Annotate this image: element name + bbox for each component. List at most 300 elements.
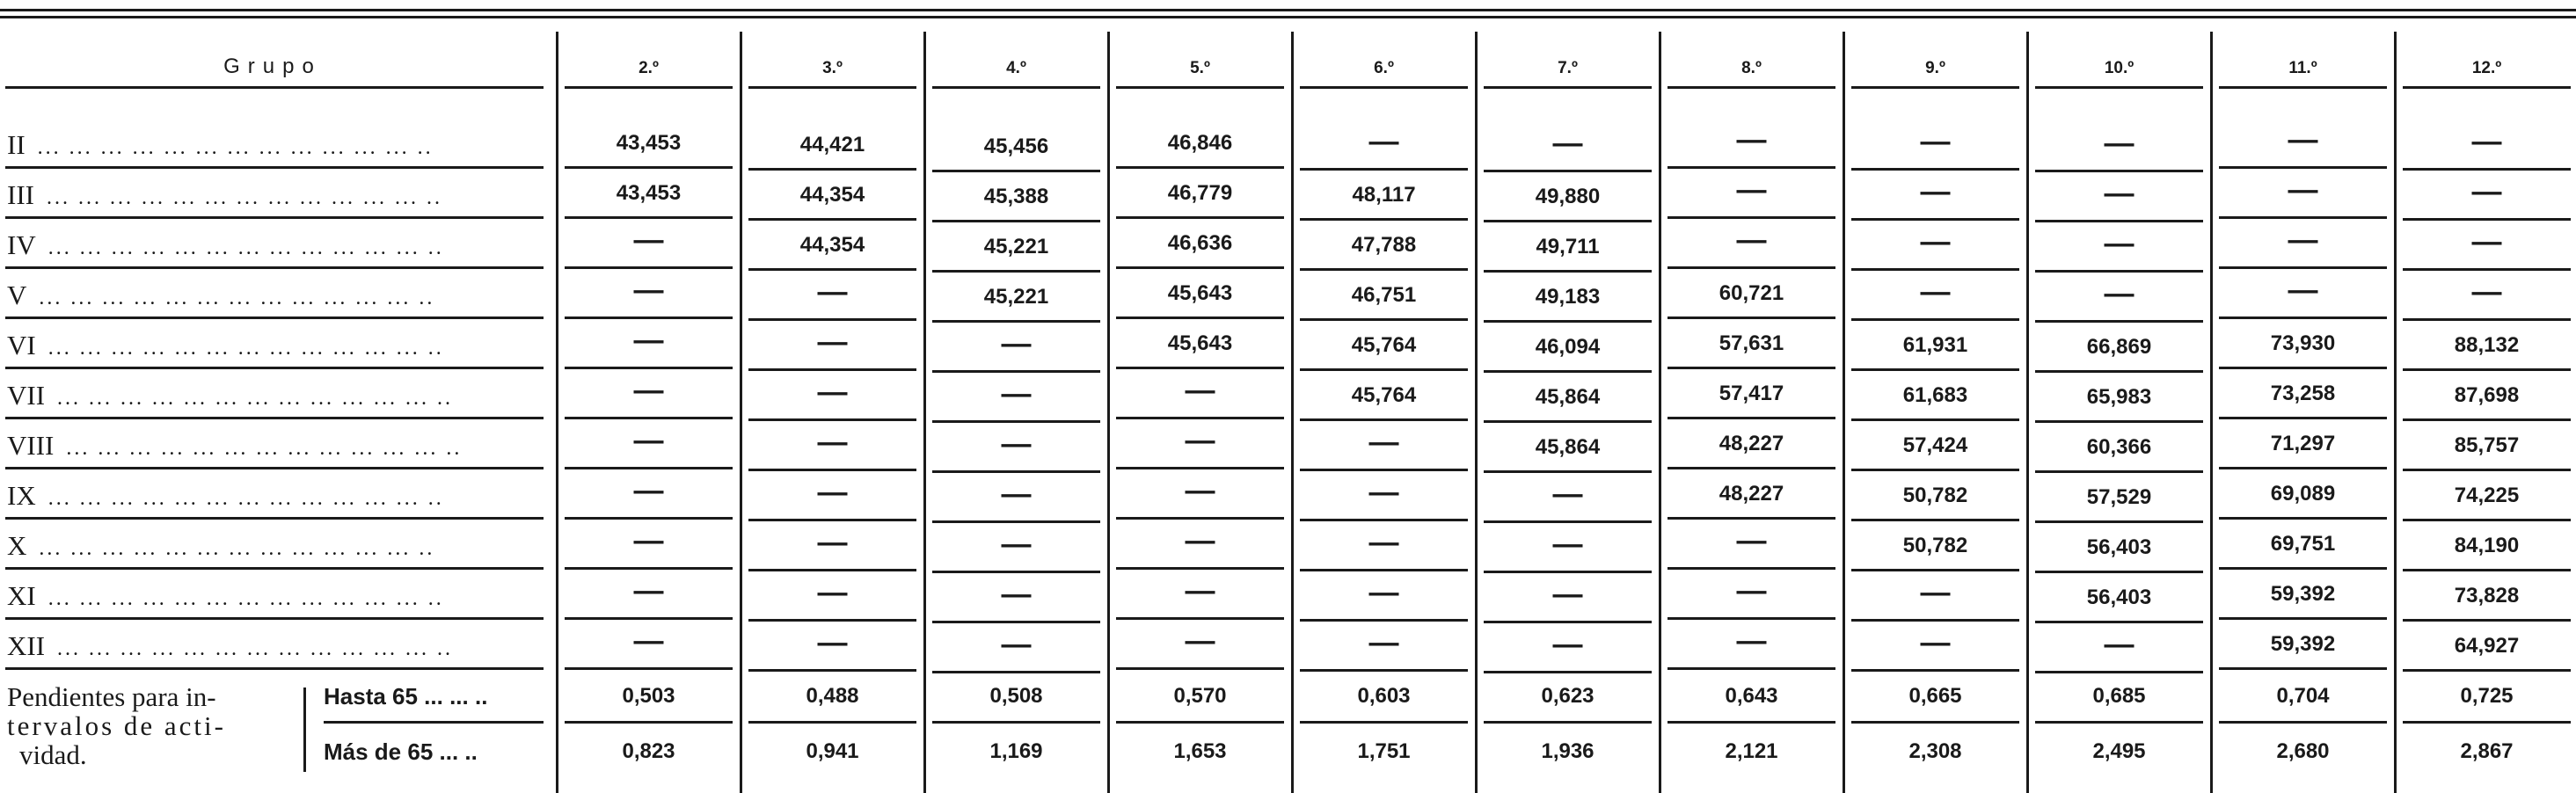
slope-value-cell: 0,704 xyxy=(2276,684,2330,708)
group-label xyxy=(7,178,544,213)
empty-cell: — xyxy=(633,273,664,307)
cell-underline xyxy=(1484,520,1652,523)
empty-cell: — xyxy=(1001,628,1032,661)
slope-value-cell: 1,169 xyxy=(989,739,1043,763)
empty-cell: — xyxy=(633,574,664,607)
cell-underline xyxy=(748,569,916,571)
empty-cell: — xyxy=(2104,227,2135,260)
empty-cell: — xyxy=(633,374,664,407)
cell-underline xyxy=(1484,220,1652,222)
leader-dots: ... ... ... ... ... ... ... ... ... ... ... ... .. xyxy=(66,437,463,460)
cell-underline xyxy=(1300,569,1468,571)
value-cell: 44,421 xyxy=(799,133,865,156)
cell-underline xyxy=(748,669,916,672)
empty-cell: — xyxy=(1001,327,1032,360)
cell-underline xyxy=(1300,619,1468,622)
cell-underline xyxy=(932,571,1100,573)
cell-underline xyxy=(2403,569,2571,571)
value-cell: 57,417 xyxy=(1719,382,1784,405)
cell-underline xyxy=(565,216,733,219)
group-name: IV xyxy=(7,229,36,260)
group-header-underline xyxy=(5,86,544,89)
empty-cell: — xyxy=(817,275,848,309)
value-cell: 45,864 xyxy=(1535,435,1601,459)
slope-value-cell: 0,603 xyxy=(1357,684,1411,708)
column-header-underline xyxy=(1116,86,1284,89)
column-header-underline xyxy=(565,86,733,89)
group-column-header: Grupo xyxy=(223,55,322,78)
value-cell: 74,225 xyxy=(2454,484,2520,507)
cell-underline xyxy=(748,218,916,221)
cell-underline xyxy=(748,721,916,724)
value-cell: 69,751 xyxy=(2270,532,2336,556)
value-cell: 45,764 xyxy=(1351,383,1417,407)
slope-value-cell: 2,495 xyxy=(2092,739,2146,763)
value-cell: 65,983 xyxy=(2086,385,2152,409)
cell-underline xyxy=(565,367,733,369)
cell-underline xyxy=(1851,418,2019,421)
value-cell: 48,227 xyxy=(1719,432,1784,455)
value-cell: 64,927 xyxy=(2454,634,2520,658)
column-divider xyxy=(740,32,742,793)
group-name: XII xyxy=(7,630,46,661)
group-label xyxy=(7,328,544,363)
row-underline xyxy=(5,617,544,620)
cell-underline xyxy=(932,721,1100,724)
cell-underline xyxy=(932,270,1100,273)
slope-value-cell: 0,665 xyxy=(1908,684,1962,708)
cell-underline xyxy=(1484,470,1652,473)
leader-dots: ... ... ... ... ... ... ... ... ... ... ... ... .. xyxy=(57,637,454,660)
group-label xyxy=(7,629,544,664)
value-cell: 57,424 xyxy=(1902,433,1968,457)
slope-value-cell: 0,725 xyxy=(2460,684,2514,708)
cell-underline xyxy=(1116,721,1284,724)
empty-cell: — xyxy=(1736,173,1767,207)
slope-value-cell: 0,685 xyxy=(2092,684,2146,708)
empty-cell: — xyxy=(1185,474,1215,507)
value-cell: 45,643 xyxy=(1167,331,1233,355)
empty-cell: — xyxy=(1185,524,1215,557)
empty-cell: — xyxy=(817,375,848,409)
value-cell: 61,931 xyxy=(1902,333,1968,357)
cell-underline xyxy=(2035,170,2203,172)
cell-underline xyxy=(2035,320,2203,323)
slope-value-cell: 0,823 xyxy=(622,739,675,763)
cell-underline xyxy=(1851,168,2019,171)
cell-underline xyxy=(1851,669,2019,672)
cell-underline xyxy=(1484,671,1652,673)
column-header: 10.º xyxy=(2104,59,2135,77)
cell-underline xyxy=(748,469,916,471)
value-cell: 47,788 xyxy=(1351,233,1417,257)
cell-underline xyxy=(1300,418,1468,421)
empty-cell: — xyxy=(1001,578,1032,611)
slope-value-cell: 1,936 xyxy=(1541,739,1594,763)
empty-cell: — xyxy=(1368,576,1399,609)
cell-underline xyxy=(748,519,916,521)
cell-underline xyxy=(2035,270,2203,273)
value-cell: 46,094 xyxy=(1535,335,1601,359)
cell-underline xyxy=(1300,721,1468,724)
cell-underline xyxy=(2219,417,2387,419)
empty-cell: — xyxy=(2471,275,2502,309)
column-header-underline xyxy=(932,86,1100,89)
cell-underline xyxy=(565,266,733,269)
cell-underline xyxy=(2219,517,2387,520)
empty-cell: — xyxy=(1736,524,1767,557)
value-cell: 59,392 xyxy=(2270,632,2336,656)
group-name: X xyxy=(7,530,27,561)
cell-underline xyxy=(1300,268,1468,271)
group-name: II xyxy=(7,129,26,160)
row-underline xyxy=(5,417,544,419)
cell-underline xyxy=(932,320,1100,323)
cell-underline xyxy=(2403,218,2571,221)
cell-underline xyxy=(1300,469,1468,471)
column-header-underline xyxy=(748,86,916,89)
cell-underline xyxy=(2219,567,2387,570)
empty-cell: — xyxy=(1368,526,1399,559)
slopes-label-line: tervalos de acti- xyxy=(7,710,226,741)
empty-cell: — xyxy=(1920,125,1951,158)
value-cell: 49,711 xyxy=(1536,235,1600,258)
top-double-rule-inner xyxy=(0,16,2576,18)
cell-underline xyxy=(565,316,733,319)
cell-underline xyxy=(2035,420,2203,423)
column-header-underline xyxy=(1851,86,2019,89)
value-cell: 48,117 xyxy=(1352,183,1416,207)
cell-underline xyxy=(1300,368,1468,371)
cell-underline xyxy=(2403,418,2571,421)
cell-underline xyxy=(1667,467,1835,469)
value-cell: 49,880 xyxy=(1535,185,1601,208)
column-header: 2.º xyxy=(639,59,659,77)
cell-underline xyxy=(1667,367,1835,369)
cell-underline xyxy=(2403,368,2571,371)
cell-underline xyxy=(565,617,733,620)
cell-underline xyxy=(1484,621,1652,623)
cell-underline xyxy=(748,418,916,421)
cell-underline xyxy=(1851,619,2019,622)
value-cell: 45,221 xyxy=(983,285,1049,309)
cell-underline xyxy=(2403,721,2571,724)
slope-value-cell: 1,653 xyxy=(1173,739,1227,763)
cell-underline xyxy=(748,368,916,371)
group-label xyxy=(7,378,544,413)
group-label xyxy=(7,578,544,614)
cell-underline xyxy=(2219,216,2387,219)
slopes-label-line: vidad. xyxy=(19,739,87,770)
empty-cell: — xyxy=(1552,578,1583,611)
top-double-rule-outer xyxy=(0,9,2576,11)
column-divider xyxy=(1843,32,1845,793)
group-name: VII xyxy=(7,380,46,411)
value-cell: 69,089 xyxy=(2270,482,2336,506)
group-name: VIII xyxy=(7,430,55,461)
empty-cell: — xyxy=(1368,626,1399,659)
empty-cell: — xyxy=(633,324,664,357)
row-underline xyxy=(5,316,544,319)
slope-value-cell: 0,570 xyxy=(1173,684,1227,708)
cell-underline xyxy=(2219,667,2387,670)
empty-cell: — xyxy=(817,325,848,359)
slope-value-cell: 0,488 xyxy=(806,684,859,708)
value-cell: 73,828 xyxy=(2454,584,2520,607)
row-underline xyxy=(5,467,544,469)
column-header: 5.º xyxy=(1190,59,1210,77)
group-name: VI xyxy=(7,330,36,360)
cell-underline xyxy=(748,268,916,271)
cell-underline xyxy=(1116,667,1284,670)
value-cell: 84,190 xyxy=(2454,534,2520,557)
empty-cell: — xyxy=(2288,273,2318,307)
empty-cell: — xyxy=(1736,123,1767,156)
cell-underline xyxy=(1667,617,1835,620)
empty-cell: — xyxy=(1001,377,1032,411)
cell-underline xyxy=(2219,266,2387,269)
group-name: XI xyxy=(7,580,36,611)
cell-underline xyxy=(2403,168,2571,171)
empty-cell: — xyxy=(1736,574,1767,607)
value-cell: 43,453 xyxy=(616,181,682,205)
cell-underline xyxy=(2035,571,2203,573)
value-cell: 88,132 xyxy=(2454,333,2520,357)
empty-cell: — xyxy=(2104,177,2135,210)
empty-cell: — xyxy=(817,526,848,559)
empty-cell: — xyxy=(1185,374,1215,407)
cell-underline xyxy=(2219,467,2387,469)
slope-row-label: Más de 65 ... .. xyxy=(324,738,478,765)
group-label xyxy=(7,127,544,163)
empty-cell: — xyxy=(1736,624,1767,658)
leader-dots: ... ... ... ... ... ... ... ... ... ... ... ... .. xyxy=(57,387,454,410)
value-cell: 50,782 xyxy=(1902,484,1968,507)
value-cell: 46,636 xyxy=(1167,231,1233,255)
empty-cell: — xyxy=(633,424,664,457)
cell-underline xyxy=(1116,367,1284,369)
cell-underline xyxy=(1484,320,1652,323)
column-header-underline xyxy=(2219,86,2387,89)
empty-cell: — xyxy=(1185,624,1215,658)
value-cell: 57,529 xyxy=(2086,485,2152,509)
slope-value-cell: 0,623 xyxy=(1541,684,1594,708)
cell-underline xyxy=(1484,170,1652,172)
empty-cell: — xyxy=(1001,527,1032,561)
cell-underline xyxy=(748,318,916,321)
cell-underline xyxy=(748,168,916,171)
empty-cell: — xyxy=(1552,628,1583,661)
empty-cell: — xyxy=(1001,427,1032,461)
slope-value-cell: 2,121 xyxy=(1725,739,1778,763)
row-underline xyxy=(5,517,544,520)
leader-dots: ... ... ... ... ... ... ... ... ... ... ... ... .. xyxy=(47,337,444,360)
cell-underline xyxy=(1116,417,1284,419)
cell-underline xyxy=(932,621,1100,623)
cell-underline xyxy=(1300,519,1468,521)
cell-underline xyxy=(2219,721,2387,724)
value-cell: 61,683 xyxy=(1902,383,1968,407)
cell-underline xyxy=(1300,669,1468,672)
column-header: 4.º xyxy=(1006,59,1026,77)
column-header-underline xyxy=(2035,86,2203,89)
empty-cell: — xyxy=(2471,125,2502,158)
value-cell: 49,183 xyxy=(1535,285,1601,309)
cell-underline xyxy=(2403,519,2571,521)
empty-cell: — xyxy=(633,524,664,557)
cell-underline xyxy=(1851,569,2019,571)
empty-cell: — xyxy=(1552,477,1583,511)
group-label xyxy=(7,478,544,513)
column-header: 11.º xyxy=(2288,59,2317,77)
value-cell: 57,631 xyxy=(1719,331,1784,355)
value-cell: 66,869 xyxy=(2086,335,2152,359)
cell-underline xyxy=(2219,316,2387,319)
leader-dots: ... ... ... ... ... ... ... ... ... ... ... ... .. xyxy=(39,287,435,309)
value-cell: 45,643 xyxy=(1167,281,1233,305)
cell-underline xyxy=(2219,166,2387,169)
cell-underline xyxy=(1116,266,1284,269)
empty-cell: — xyxy=(817,426,848,459)
value-cell: 56,403 xyxy=(2086,586,2152,609)
cell-underline xyxy=(1667,166,1835,169)
column-header: 9.º xyxy=(1925,59,1945,77)
cell-underline xyxy=(1300,218,1468,221)
group-label xyxy=(7,528,544,564)
empty-cell: — xyxy=(2288,223,2318,257)
cell-underline xyxy=(932,520,1100,523)
value-cell: 45,864 xyxy=(1535,385,1601,409)
cell-underline xyxy=(1851,519,2019,521)
cell-underline xyxy=(2219,617,2387,620)
slope-value-cell: 2,308 xyxy=(1908,739,1962,763)
empty-cell: — xyxy=(1552,527,1583,561)
cell-underline xyxy=(2403,268,2571,271)
value-cell: 71,297 xyxy=(2270,432,2336,455)
cell-underline xyxy=(1116,567,1284,570)
column-divider xyxy=(923,32,926,793)
column-header-underline xyxy=(1667,86,1835,89)
leader-dots: ... ... ... ... ... ... ... ... ... ... ... ... .. xyxy=(47,236,444,259)
cell-underline xyxy=(1300,168,1468,171)
cell-underline xyxy=(1484,370,1652,373)
row-underline xyxy=(5,667,544,670)
row-underline xyxy=(5,266,544,269)
empty-cell: — xyxy=(1920,626,1951,659)
cell-underline xyxy=(1116,517,1284,520)
slopes-label xyxy=(7,682,297,769)
cell-underline xyxy=(565,417,733,419)
slopes-divider xyxy=(303,688,306,772)
cell-underline xyxy=(2035,370,2203,373)
empty-cell: — xyxy=(2471,175,2502,208)
value-cell: 44,354 xyxy=(799,183,865,207)
value-cell: 45,388 xyxy=(983,185,1049,208)
empty-cell: — xyxy=(1368,476,1399,509)
column-divider xyxy=(556,32,558,793)
cell-underline xyxy=(1667,567,1835,570)
value-cell: 85,757 xyxy=(2454,433,2520,457)
cell-underline xyxy=(1851,268,2019,271)
empty-cell: — xyxy=(1001,477,1032,511)
column-divider xyxy=(2394,32,2397,793)
group-label xyxy=(7,428,544,463)
leader-dots: ... ... ... ... ... ... ... ... ... ... ... ... .. xyxy=(47,487,444,510)
value-cell: 87,698 xyxy=(2454,383,2520,407)
cell-underline xyxy=(1667,316,1835,319)
leader-dots: ... ... ... ... ... ... ... ... ... ... ... ... .. xyxy=(39,537,435,560)
slopes-label-line: Pendientes para in- xyxy=(7,681,216,712)
cell-underline xyxy=(748,619,916,622)
empty-cell: — xyxy=(1920,275,1951,309)
value-cell: 48,227 xyxy=(1719,482,1784,506)
cell-underline xyxy=(1484,270,1652,273)
value-cell: 46,846 xyxy=(1167,131,1233,155)
slope-value-cell: 0,503 xyxy=(622,684,675,708)
cell-underline xyxy=(1851,469,2019,471)
row-underline xyxy=(5,567,544,570)
column-divider xyxy=(2210,32,2213,793)
column-divider xyxy=(1659,32,1661,793)
empty-cell: — xyxy=(817,576,848,609)
cell-underline xyxy=(1667,417,1835,419)
cell-underline xyxy=(2035,721,2203,724)
cell-underline xyxy=(565,567,733,570)
cell-underline xyxy=(2403,669,2571,672)
column-header: 8.º xyxy=(1741,59,1762,77)
empty-cell: — xyxy=(1368,426,1399,459)
group-name: III xyxy=(7,179,34,210)
cell-underline xyxy=(2035,220,2203,222)
empty-cell: — xyxy=(817,626,848,659)
cell-underline xyxy=(2035,470,2203,473)
empty-cell: — xyxy=(2288,123,2318,156)
empty-cell: — xyxy=(1185,574,1215,607)
leader-dots: ... ... ... ... ... ... ... ... ... ... ... ... .. xyxy=(37,136,434,159)
cell-underline xyxy=(932,370,1100,373)
value-cell: 60,366 xyxy=(2086,435,2152,459)
empty-cell: — xyxy=(2104,127,2135,160)
value-cell: 60,721 xyxy=(1719,281,1784,305)
empty-cell: — xyxy=(1920,175,1951,208)
cell-underline xyxy=(2035,621,2203,623)
value-cell: 59,392 xyxy=(2270,582,2336,606)
value-cell: 73,930 xyxy=(2270,331,2336,355)
value-cell: 46,751 xyxy=(1351,283,1417,307)
column-header: 7.º xyxy=(1558,59,1578,77)
column-divider xyxy=(1291,32,1294,793)
column-header: 12.º xyxy=(2471,59,2502,77)
empty-cell: — xyxy=(2288,173,2318,207)
empty-cell: — xyxy=(2104,277,2135,310)
empty-cell: — xyxy=(1920,225,1951,258)
slope-row-underline xyxy=(324,721,544,724)
column-divider xyxy=(1107,32,1110,793)
cell-underline xyxy=(1116,467,1284,469)
leader-dots: ... ... ... ... ... ... ... ... ... ... ... ... .. xyxy=(47,587,444,610)
cell-underline xyxy=(1116,216,1284,219)
cell-underline xyxy=(932,470,1100,473)
column-header-underline xyxy=(1300,86,1468,89)
value-cell: 43,453 xyxy=(616,131,682,155)
group-label xyxy=(7,278,544,313)
cell-underline xyxy=(1116,316,1284,319)
empty-cell: — xyxy=(1920,576,1951,609)
group-name: IX xyxy=(7,480,36,511)
cell-underline xyxy=(1667,266,1835,269)
cell-underline xyxy=(565,721,733,724)
cell-underline xyxy=(1116,166,1284,169)
